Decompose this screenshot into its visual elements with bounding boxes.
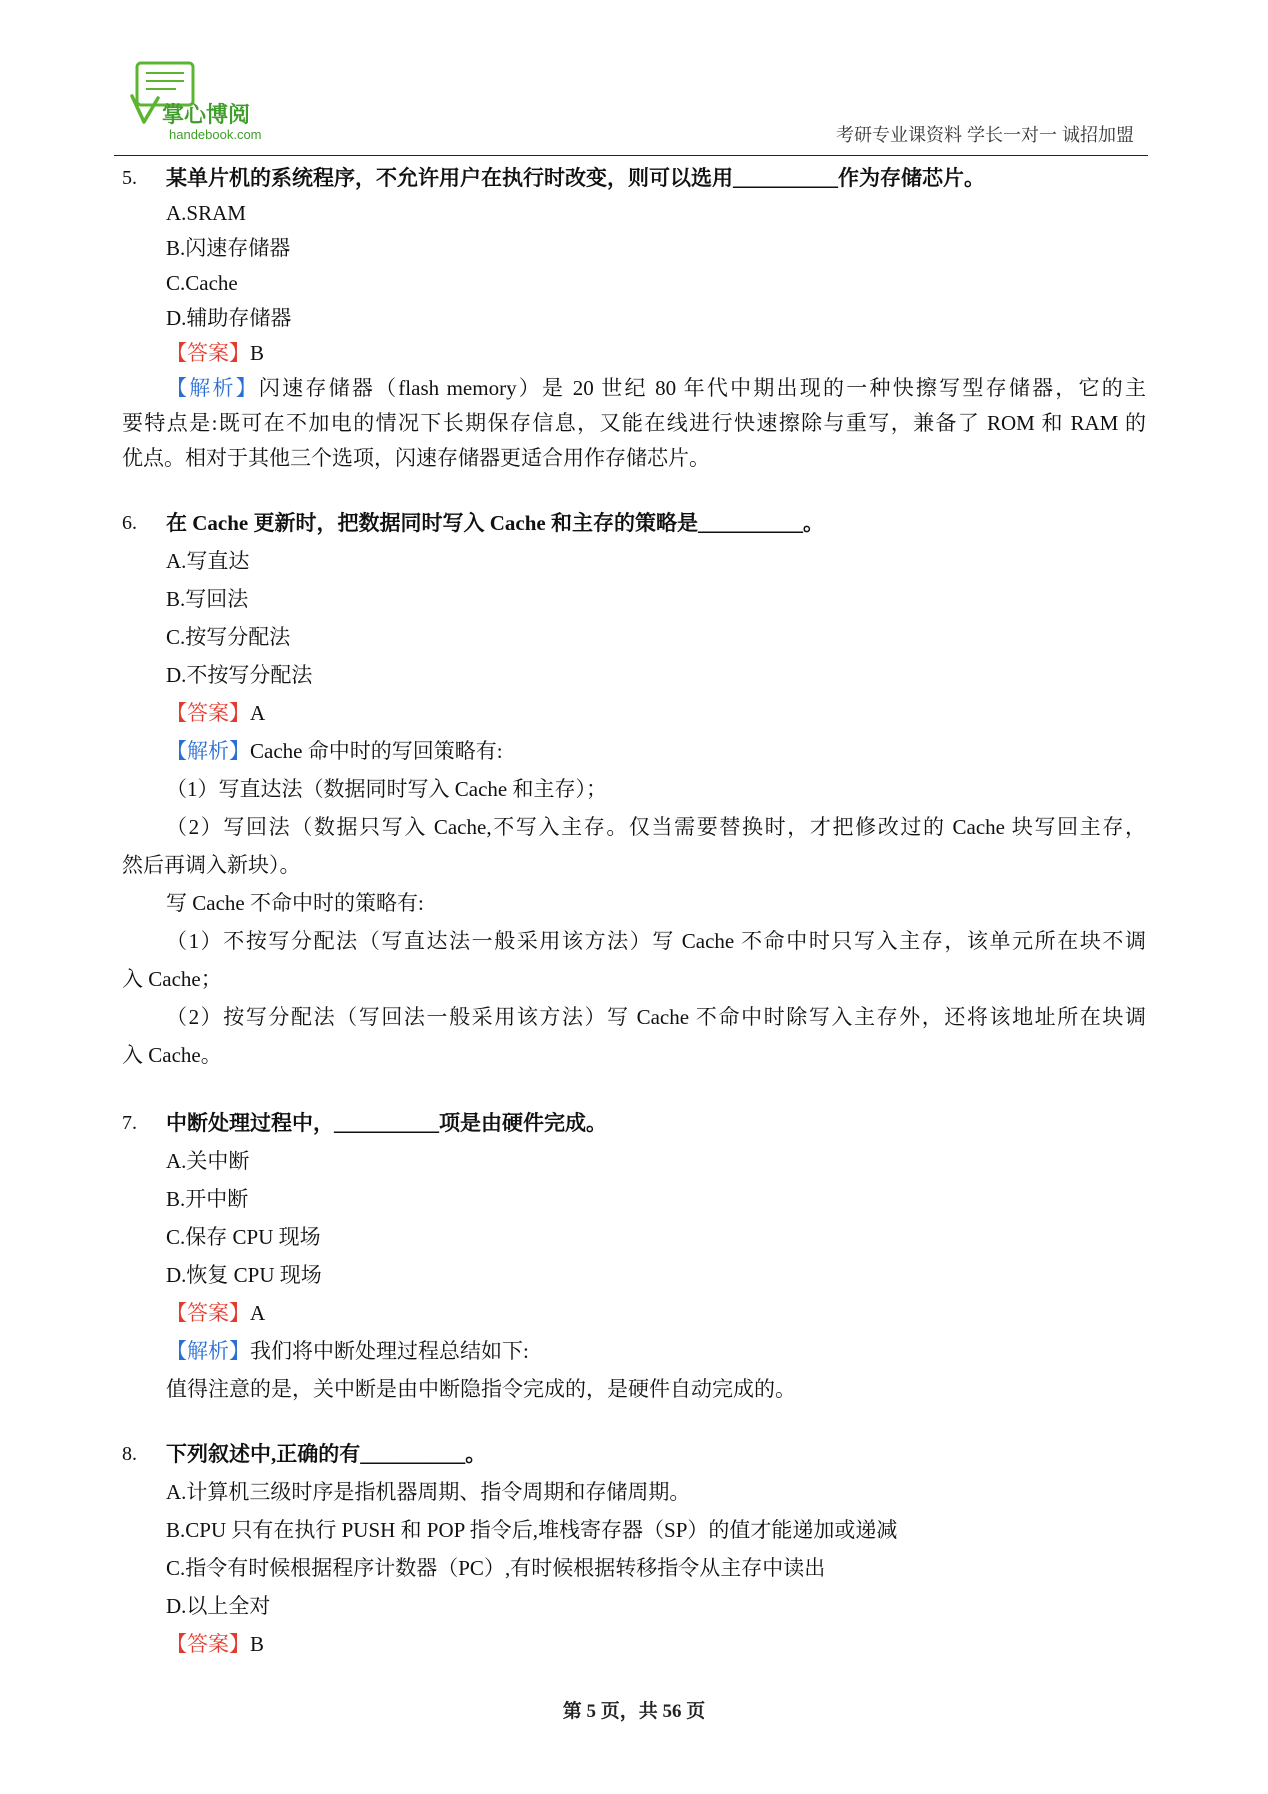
analysis-line: 要特点是:既可在不加电的情况下长期保存信息，又能在线进行快速擦除与重写，兼备了 ROM 和 RAM 的 — [122, 411, 1146, 435]
answer-value: B — [250, 341, 265, 365]
logo-text: 掌心博阅 — [162, 103, 251, 128]
question-stem — [122, 1104, 1146, 1142]
answer-value: A — [250, 1301, 266, 1325]
option-b: B.CPU 只有在执行 PUSH 和 POP 指令后,堆栈寄存器（SP）的值才能递加或递减 — [166, 1518, 898, 1542]
question-8 — [122, 1435, 1146, 1663]
analysis-text: 我们将中断处理过程总结如下: — [250, 1339, 529, 1363]
question-number: 7. — [122, 1112, 137, 1134]
question-5 — [122, 161, 1146, 476]
logo-url-text: handebook.com — [169, 127, 262, 142]
question-6 — [122, 504, 1146, 1074]
analysis-line: 然后再调入新块）。 — [122, 853, 301, 877]
option-d: D.恢复 CPU 现场 — [166, 1263, 322, 1287]
answer-line — [122, 336, 1146, 371]
question-number: 5. — [122, 167, 137, 189]
analysis-text: Cache 命中时的写回策略有: — [250, 739, 503, 763]
question-stem — [122, 161, 1146, 196]
analysis-line: （1）写直达法（数据同时写入 Cache 和主存）； — [166, 777, 607, 801]
analysis-label: 【解析】 — [166, 739, 250, 763]
option-b: B.写回法 — [166, 587, 249, 611]
analysis-text: 闪速存储器（flash memory）是 20 世纪 80 年代中期出现的一种快擦写型存储器，它的主 — [258, 376, 1146, 400]
analysis-label: 【解析】 — [166, 1339, 250, 1363]
analysis-line — [122, 732, 1146, 770]
option-b: B.开中断 — [166, 1187, 249, 1211]
analysis-line: （2）按写分配法（写回法一般采用该方法）写 Cache 不命中时除写入主存外，还将该地址所在块调 — [166, 1005, 1146, 1029]
analysis-line: 值得注意的是，关中断是由中断隐指令完成的，是硬件自动完成的。 — [166, 1377, 796, 1401]
answer-value: B — [250, 1632, 265, 1656]
question-stem — [122, 1435, 1146, 1473]
analysis-line: （1）不按写分配法（写直达法一般采用该方法）写 Cache 不命中时只写入主存，该单元所在块不调 — [166, 929, 1146, 953]
analysis-line: 优点。相对于其他三个选项，闪速存储器更适合用作存储芯片。 — [122, 446, 710, 470]
option-a: A.写直达 — [166, 549, 250, 573]
answer-label: 【答案】 — [166, 341, 250, 365]
option-d: D.以上全对 — [166, 1594, 271, 1618]
question-text: 中断处理过程中，__________项是由硬件完成。 — [166, 1111, 607, 1135]
answer-line — [122, 694, 1146, 732]
analysis-line: 写 Cache 不命中时的策略有: — [166, 891, 424, 915]
option-c: C.Cache — [166, 271, 238, 295]
question-text: 在 Cache 更新时，把数据同时写入 Cache 和主存的策略是__________。 — [166, 511, 824, 535]
answer-value: A — [250, 701, 266, 725]
answer-label: 【答案】 — [166, 1632, 250, 1656]
question-text: 某单片机的系统程序，不允许用户在执行时改变，则可以选用__________作为存储芯片。 — [166, 166, 985, 190]
option-a: A.关中断 — [166, 1149, 250, 1173]
question-7 — [122, 1104, 1146, 1408]
option-c: C.按写分配法 — [166, 625, 291, 649]
answer-label: 【答案】 — [166, 1301, 250, 1325]
answer-line — [122, 1294, 1146, 1332]
analysis-line — [122, 371, 1146, 406]
analysis-line: 入 Cache。 — [122, 1043, 222, 1067]
header-tagline: 考研专业课资料 学长一对一 诚招加盟 — [835, 125, 1134, 145]
question-number: 8. — [122, 1443, 137, 1465]
analysis-line: 入 Cache； — [122, 967, 222, 991]
option-d: D.辅助存储器 — [166, 306, 292, 330]
question-stem — [122, 504, 1146, 542]
analysis-label: 【解析】 — [166, 376, 259, 400]
question-number: 6. — [122, 512, 137, 534]
logo — [128, 58, 273, 143]
header-divider — [114, 155, 1148, 156]
option-a: A.SRAM — [166, 201, 246, 225]
question-text: 下列叙述中,正确的有__________。 — [166, 1442, 487, 1466]
option-c: C.指令有时候根据程序计数器（PC）,有时候根据转移指令从主存中读出 — [166, 1556, 826, 1580]
option-b: B.闪速存储器 — [166, 236, 291, 260]
answer-line — [122, 1625, 1146, 1663]
option-c: C.保存 CPU 现场 — [166, 1225, 321, 1249]
option-a: A.计算机三级时序是指机器周期、指令周期和存储周期。 — [166, 1480, 691, 1504]
analysis-line — [122, 1332, 1146, 1370]
page-number: 第 5 页，共 56 页 — [562, 1701, 706, 1722]
answer-label: 【答案】 — [166, 701, 250, 725]
option-d: D.不按写分配法 — [166, 663, 313, 687]
analysis-line: （2）写回法（数据只写入 Cache,不写入主存。仅当需要替换时，才把修改过的 Cache 块写回主存， — [166, 815, 1146, 839]
